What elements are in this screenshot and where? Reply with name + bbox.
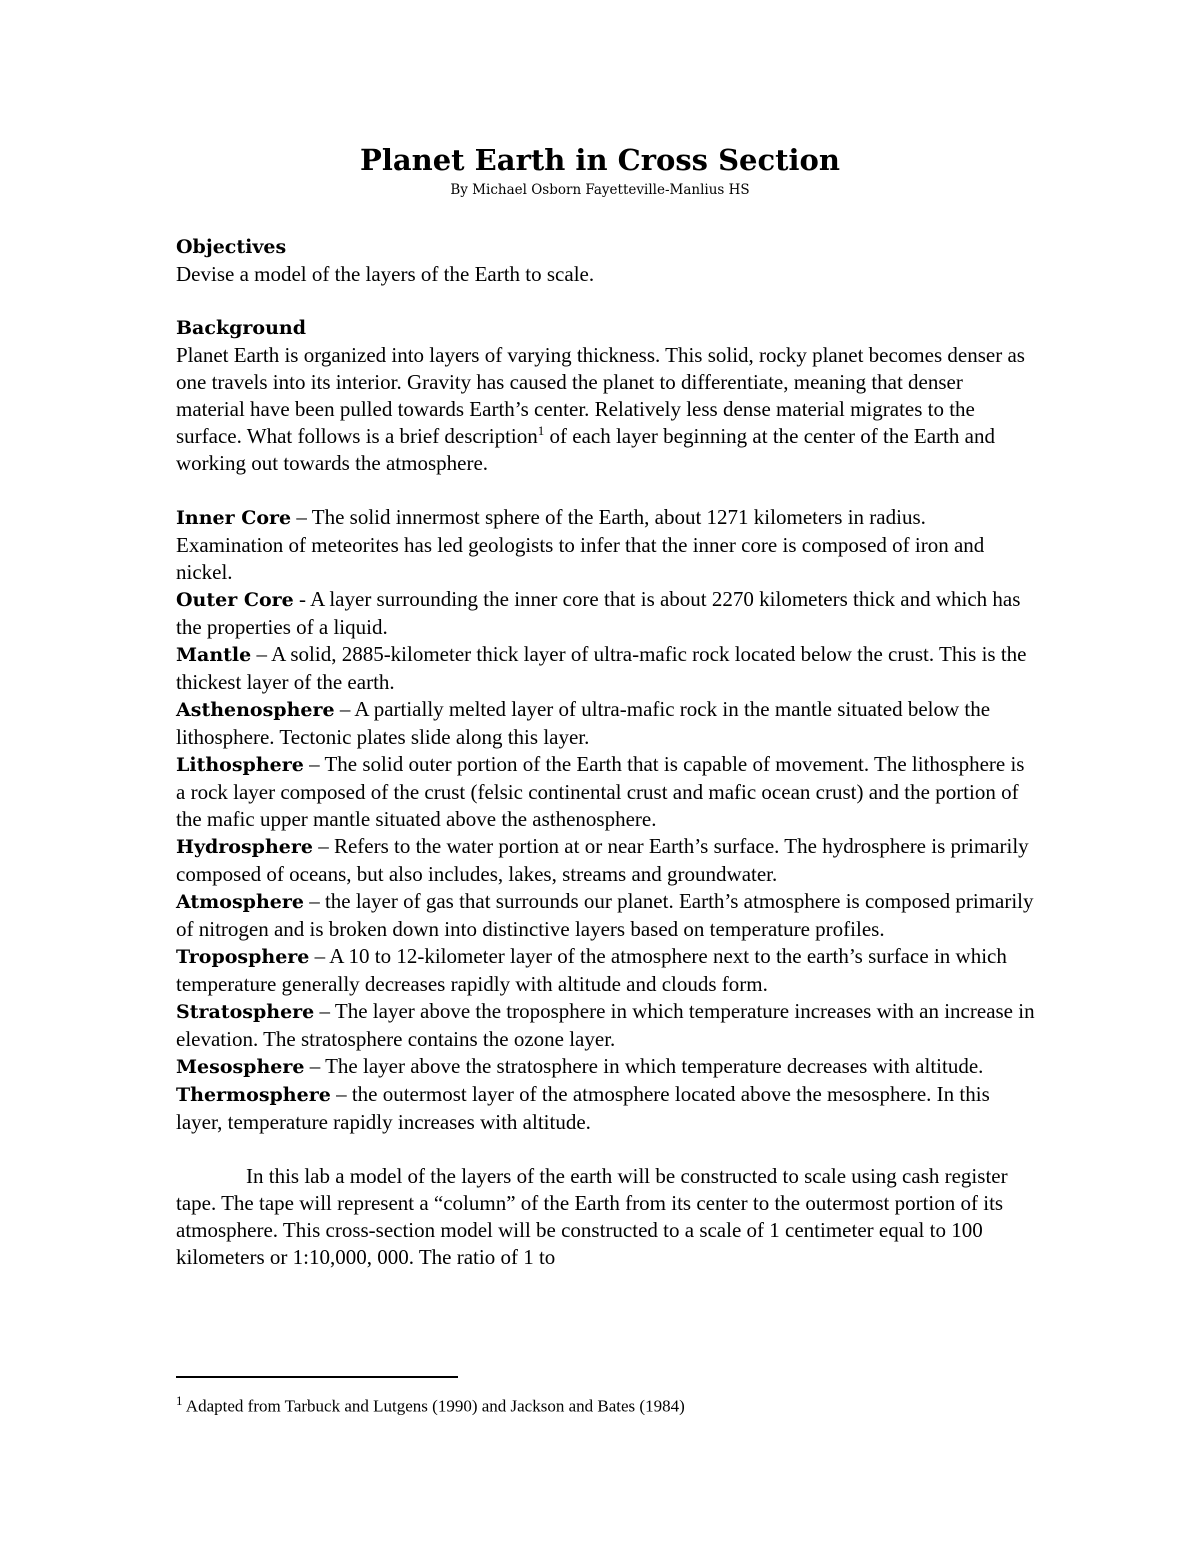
layer-description: - A layer surrounding the inner core that is about 2270 kilometers thick and which has the properties of a liquid. [176, 587, 1021, 639]
layer-definitions [176, 504, 1036, 1136]
document-page [176, 140, 1036, 1271]
footnote-separator [176, 1376, 458, 1378]
layer-description: – The layer above the troposphere in which temperature increases with an increase in elevation. The stratosphere contains the ozone layer. [176, 999, 1035, 1051]
background-heading: Background [176, 317, 306, 339]
layer-description: – the layer of gas that surrounds our planet. Earth’s atmosphere is composed primarily of nitrogen and is broken down into distinctive layers based on temperature profiles. [176, 889, 1034, 941]
layer-term: Asthenosphere [176, 699, 335, 721]
layer-term: Inner Core [176, 507, 292, 529]
background-text-part2: of each layer beginning at the center of the Earth and working out towards the atmosphere. [176, 424, 995, 475]
layer-term: Troposphere [176, 946, 310, 968]
layer-description: – The layer above the stratosphere in which temperature decreases with altitude. [304, 1054, 984, 1078]
layer-definition [176, 1081, 1036, 1136]
footnote-reference: 1 [537, 423, 545, 438]
objectives-heading: Objectives [176, 236, 287, 258]
layer-description: – the outermost layer of the atmosphere located above the mesosphere. In this layer, temperature rapidly increases with altitude. [176, 1082, 990, 1134]
background-text [176, 342, 1036, 477]
layer-definition [176, 586, 1036, 641]
layer-definition [176, 696, 1036, 751]
layer-definition [176, 641, 1036, 696]
layer-description: – Refers to the water portion at or near Earth’s surface. The hydrosphere is primarily composed of oceans, but also includes, lakes, streams and groundwater. [176, 834, 1029, 886]
layer-description: – A 10 to 12-kilometer layer of the atmosphere next to the earth’s surface in which temperature generally decreases rapidly with altitude and clouds form. [176, 944, 1007, 996]
background-text-part1: Planet Earth is organized into layers of varying thickness. This solid, rocky planet becomes denser as one travels into its interior. Gravity has caused the planet to differentiate, meaning that denser material have been pulled towards Earth’s center. Relatively less dense material migrates to the surface. What follows is a brief description [176, 343, 1025, 448]
layer-term: Hydrosphere [176, 836, 313, 858]
lab-paragraph: In this lab a model of the layers of the earth will be constructed to scale using cash register tape. The tape will represent a “column” of the Earth from its center to the outermost portion of its atmosphere. This cross-section model will be constructed to a scale of 1 centimeter equal to 100 kilometers or 1:10,000, 000. The ratio of 1 to [176, 1164, 1008, 1269]
layer-definition [176, 943, 1036, 998]
layer-term: Atmosphere [176, 891, 304, 913]
layer-definition [176, 998, 1036, 1053]
footnote [176, 1388, 685, 1420]
layer-term: Stratosphere [176, 1001, 315, 1023]
layer-definition [176, 833, 1036, 888]
footnote-number: 1 [176, 1393, 183, 1408]
layer-term: Lithosphere [176, 754, 304, 776]
footnote-text: Adapted from Tarbuck and Lutgens (1990) and Jackson and Bates (1984) [182, 1396, 685, 1416]
document-title: Planet Earth in Cross Section [360, 143, 840, 177]
layer-term: Thermosphere [176, 1084, 331, 1106]
objectives-text: Devise a model of the layers of the Earth to scale. [176, 262, 595, 286]
layer-definition [176, 1053, 1036, 1081]
layer-description: – The solid outer portion of the Earth that is capable of movement. The lithosphere is a rock layer composed of the crust (felsic continental crust and mafic ocean crust) and the portion of the mafic upper mantle situated above the asthenosphere. [176, 752, 1025, 831]
layer-term: Mantle [176, 644, 252, 666]
layer-term: Mesosphere [176, 1056, 305, 1078]
byline: By Michael Osborn Fayetteville-Manlius HS [450, 182, 750, 198]
layer-term: Outer Core [176, 589, 294, 611]
layer-description: – The solid innermost sphere of the Earth, about 1271 kilometers in radius. Examination of meteorites has led geologists to infer that the inner core is composed of iron and nickel. [176, 505, 985, 584]
layer-description: – A partially melted layer of ultra-mafic rock in the mantle situated below the lithosphere. Tectonic plates slide along this layer. [176, 697, 991, 749]
layer-definition [176, 888, 1036, 943]
layer-definition [176, 504, 1036, 586]
layer-definition [176, 751, 1036, 833]
layer-description: – A solid, 2885-kilometer thick layer of ultra-mafic rock located below the crust. This is the thickest layer of the earth. [176, 642, 1027, 694]
